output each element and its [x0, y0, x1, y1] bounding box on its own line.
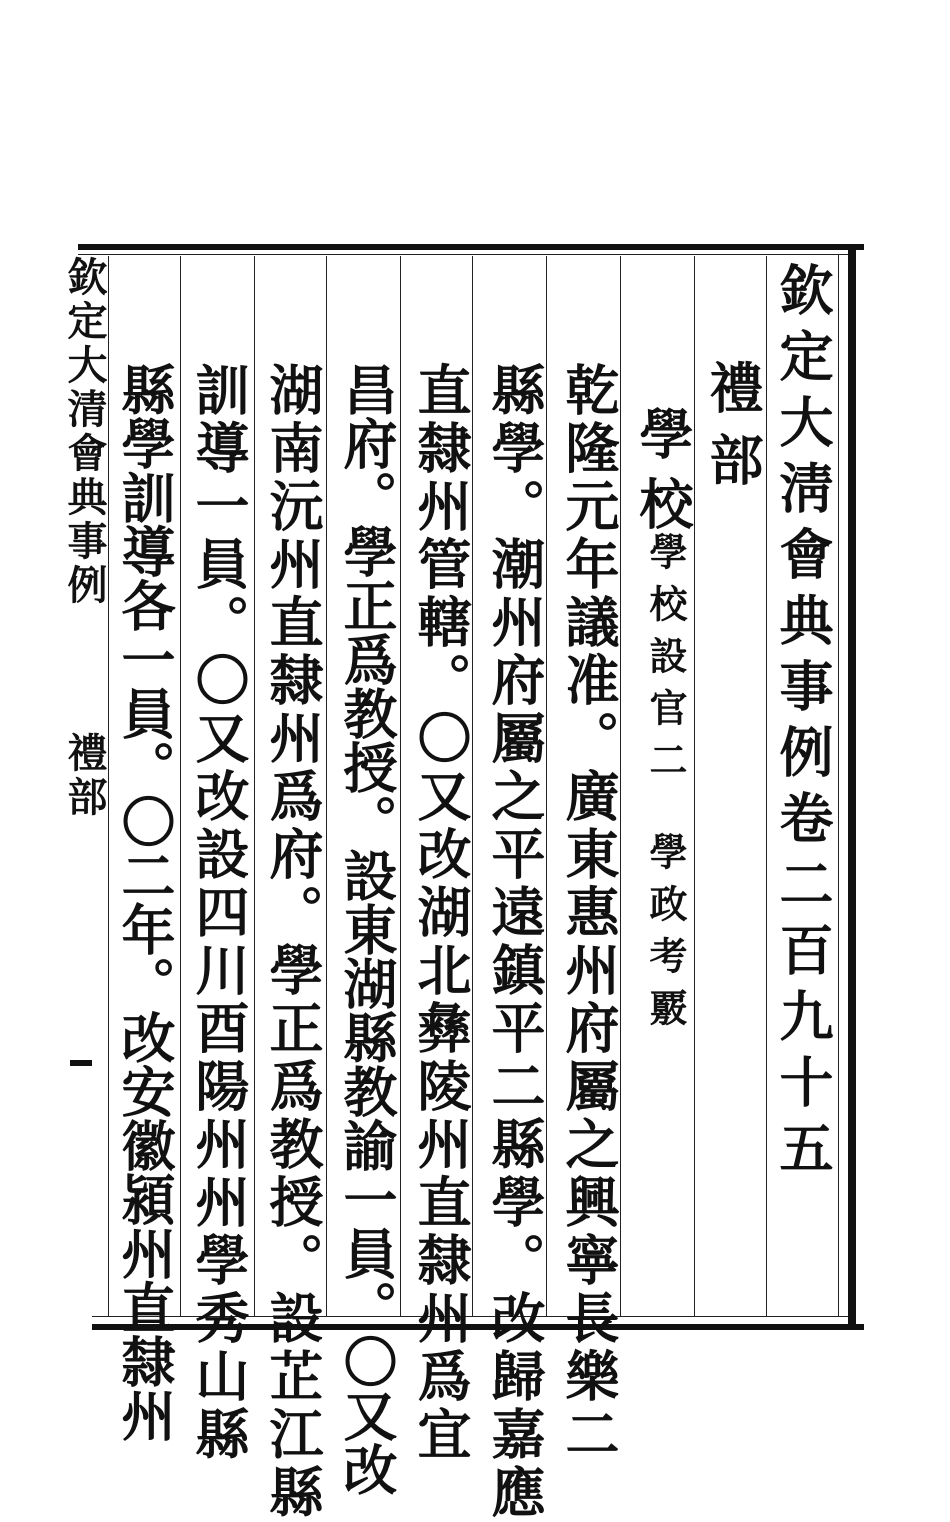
text-column: 縣學訓導各一員。〇二年。改安徽潁州直隸州: [113, 362, 177, 1442]
column-rule: [180, 256, 181, 1316]
leaf-number-mark: [70, 1060, 92, 1066]
frame-top-border: [78, 244, 864, 250]
column-rule: [326, 256, 327, 1316]
margin-title-text: 欽定大清會典事例: [61, 256, 108, 608]
department-heading: 禮部: [701, 360, 765, 504]
frame-right-inner-border: [838, 254, 839, 1316]
text-column: 直隸州管轄。〇又改湖北彝陵州直隸州爲宜: [409, 362, 473, 1464]
margin-book-title: [60, 256, 108, 820]
volume-title: 欽定大淸會典事例卷二百九十五: [771, 262, 835, 1186]
text-column: 昌府。學正爲教授。設東湖縣教諭一員。〇又改: [335, 362, 399, 1496]
column-rule: [766, 256, 767, 1316]
column-rule: [254, 256, 255, 1316]
frame-top-inner-border: [78, 254, 848, 255]
column-rule: [400, 256, 401, 1316]
section-heading: 學校: [631, 406, 695, 546]
text-column: 縣學。潮州府屬之平遠鎮平二縣學。改歸嘉應: [483, 362, 547, 1522]
frame-right-border: [848, 244, 856, 1330]
subsection-heading: 學校設官二: [643, 532, 688, 792]
text-column: 乾隆元年議准。廣東惠州府屬之興寧長樂二: [557, 362, 621, 1464]
subsection-topic: 學政考覈: [643, 832, 688, 1040]
column-rule: [108, 256, 109, 1316]
margin-section-text: 禮部: [61, 732, 108, 820]
text-column: 訓導一員。〇又改設四川酉陽州州學秀山縣: [187, 362, 251, 1464]
text-column: 湖南沅州直隸州爲府。學正爲教授。設芷江縣: [261, 362, 325, 1522]
